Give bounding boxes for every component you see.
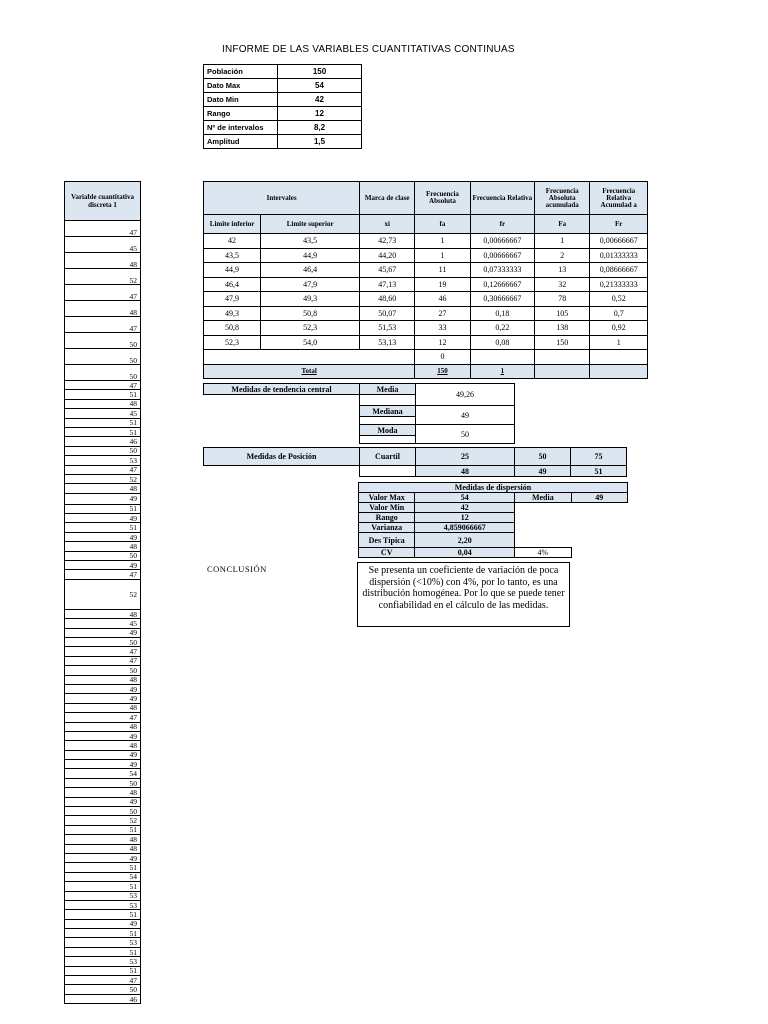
variable-value: 49: [65, 493, 141, 504]
variable-value: 48: [65, 722, 141, 731]
summary-row: [204, 107, 362, 121]
summary-row: [204, 121, 362, 135]
summary-label: Dato Max: [204, 79, 278, 93]
frequency-cell: 43,5: [204, 248, 261, 263]
variable-value: 47: [65, 647, 141, 656]
frequency-cell: 42: [204, 234, 261, 249]
summary-table: [203, 64, 362, 149]
summary-label: Nº de intervalos: [204, 121, 278, 135]
summary-label: Amplitud: [204, 135, 278, 149]
frequency-cell: 45,67: [360, 263, 415, 278]
dispersion-row: [359, 548, 628, 558]
quartile-75-value: 51: [571, 466, 627, 477]
frequency-cell: 0,00666667: [470, 234, 534, 249]
variable-value: 50: [65, 551, 141, 560]
variable-value: 51: [65, 929, 141, 938]
extra-value: 0: [415, 350, 470, 365]
variable-value: 47: [65, 570, 141, 579]
Fr-symbol: Fr: [590, 215, 648, 234]
variable-value: 50: [65, 446, 141, 455]
variable-value: 51: [65, 523, 141, 532]
frequency-row: [204, 292, 648, 307]
frequency-cell: 46: [415, 292, 470, 307]
variable-value: 54: [65, 872, 141, 881]
frequency-cell: 0,00666667: [470, 248, 534, 263]
page-title: INFORME DE LAS VARIABLES CUANTITATIVAS CONTINUAS: [222, 44, 515, 55]
summary-value: 54: [278, 79, 362, 93]
frequency-cell: 0,21333333: [590, 277, 648, 292]
dispersion-label: Des Típica: [359, 533, 415, 548]
dispersion-label: Rango: [359, 513, 415, 523]
variable-value: 49: [65, 731, 141, 740]
variable-value: 51: [65, 427, 141, 436]
variable-value: 53: [65, 456, 141, 465]
total-label: Total: [204, 364, 415, 379]
frequency-cell: 1: [415, 248, 470, 263]
frequency-cell: 50,8: [261, 306, 360, 321]
dispersion-media-value: 49: [571, 493, 627, 503]
variable-value: 49: [65, 514, 141, 523]
frequency-row: [204, 248, 648, 263]
variable-value: 52: [65, 579, 141, 609]
quartile-25: 25: [416, 448, 515, 466]
variable-value: 52: [65, 474, 141, 483]
fr-header: Frecuencia Relativa: [470, 182, 534, 215]
frequency-row: [204, 306, 648, 321]
Fa-symbol: Fa: [535, 215, 590, 234]
central-tendency-label: Medidas de tendencia central: [204, 384, 360, 395]
variable-value: 49: [65, 561, 141, 570]
total-fr: 1: [470, 364, 534, 379]
frequency-cell: 0,01333333: [590, 248, 648, 263]
frequency-cell: 0,7: [590, 306, 648, 321]
variable-value: 53: [65, 891, 141, 900]
dispersion-label: Valor Max: [359, 493, 415, 503]
variable-value: 47: [65, 285, 141, 301]
mark-header: Marca de clase: [360, 182, 415, 215]
frequency-cell: 50,07: [360, 306, 415, 321]
dispersion-value: 4,859066667: [415, 523, 515, 533]
variable-value: 48: [65, 844, 141, 853]
variable-value: 50: [65, 349, 141, 365]
frequency-cell: 54,0: [261, 335, 360, 350]
mediana-label: Mediana: [360, 406, 416, 417]
Fr-header: Frecuencia Relativa Acumulad a: [590, 182, 648, 215]
summary-row: [204, 93, 362, 107]
frequency-cell: 138: [535, 321, 590, 336]
frequency-cell: 19: [415, 277, 470, 292]
variable-value: 53: [65, 900, 141, 909]
variable-value: 49: [65, 532, 141, 541]
frequency-cell: 47,13: [360, 277, 415, 292]
variable-value: 50: [65, 365, 141, 381]
summary-row: [204, 135, 362, 149]
variable-value: 53: [65, 938, 141, 947]
variable-value: 48: [65, 542, 141, 551]
frequency-cell: 52,3: [204, 335, 261, 350]
variable-value: 47: [65, 713, 141, 722]
variable-value: 52: [65, 816, 141, 825]
variable-value: 54: [65, 769, 141, 778]
Fa-header: Frecuencia Absoluta acumulada: [535, 182, 590, 215]
frequency-cell: 49,3: [261, 292, 360, 307]
dispersion-row: [359, 503, 628, 513]
frequency-cell: 13: [535, 263, 590, 278]
dispersion-title: Medidas de dispersión: [359, 483, 628, 493]
frequency-row: [204, 321, 648, 336]
variable-value: 50: [65, 637, 141, 646]
frequency-cell: 0,92: [590, 321, 648, 336]
variable-value: 49: [65, 684, 141, 693]
frequency-cell: 46,4: [261, 263, 360, 278]
variable-value: 49: [65, 919, 141, 928]
position-label: Medidas de Posición: [204, 448, 360, 466]
frequency-cell: 52,3: [261, 321, 360, 336]
variable-value: 51: [65, 390, 141, 399]
frequency-cell: 51,53: [360, 321, 415, 336]
variable-value: 50: [65, 333, 141, 349]
frequency-cell: 48,60: [360, 292, 415, 307]
frequency-cell: 1: [415, 234, 470, 249]
summary-value: 42: [278, 93, 362, 107]
variable-value: 48: [65, 741, 141, 750]
dispersion-value: 54: [415, 493, 515, 503]
variable-value: 46: [65, 994, 141, 1003]
variable-value: 49: [65, 853, 141, 862]
frequency-cell: 46,4: [204, 277, 261, 292]
frequency-cell: 0,00666667: [590, 234, 648, 249]
dispersion-row: [359, 493, 628, 503]
variable-value: 51: [65, 863, 141, 872]
quartile-75: 75: [571, 448, 627, 466]
variable-value: 50: [65, 985, 141, 994]
fa-header: Frecuencia Absoluta: [415, 182, 470, 215]
variable-value: 49: [65, 750, 141, 759]
summary-value: 150: [278, 65, 362, 79]
variable-value: 45: [65, 619, 141, 628]
frequency-cell: 44,9: [261, 248, 360, 263]
dispersion-value: 42: [415, 503, 515, 513]
variable-value: 51: [65, 966, 141, 975]
frequency-cell: 2: [535, 248, 590, 263]
variable-value: 47: [65, 656, 141, 665]
intervals-header: Intervales: [204, 182, 360, 215]
variable-value: 45: [65, 237, 141, 253]
dispersion-label: Varianza: [359, 523, 415, 533]
cv-percent: 4%: [515, 548, 571, 558]
dispersion-media-label: Media: [515, 493, 571, 503]
moda-label: Moda: [360, 425, 416, 436]
variable-value: 45: [65, 409, 141, 418]
variable-value: 48: [65, 703, 141, 712]
quartile-25-value: 48: [416, 466, 515, 477]
variable-value: 48: [65, 301, 141, 317]
frequency-cell: 0,52: [590, 292, 648, 307]
frequency-cell: 12: [415, 335, 470, 350]
variable-value: 48: [65, 399, 141, 408]
variable-value: 47: [65, 317, 141, 333]
mark-symbol: xi: [360, 215, 415, 234]
frequency-cell: 49,3: [204, 306, 261, 321]
central-tendency-table: [203, 383, 515, 444]
variable-value: 52: [65, 269, 141, 285]
dispersion-label: CV: [359, 548, 415, 558]
variable-value: 51: [65, 882, 141, 891]
summary-value: 8,2: [278, 121, 362, 135]
frequency-row: [204, 263, 648, 278]
moda-value: 50: [416, 425, 515, 444]
frequency-cell: 43,5: [261, 234, 360, 249]
fa-symbol: fa: [415, 215, 470, 234]
quartile-50-value: 49: [515, 466, 571, 477]
variable-value: 48: [65, 835, 141, 844]
conclusion-label: CONCLUSIÓN: [207, 564, 267, 574]
variable-value: 48: [65, 484, 141, 493]
conclusion-text: Se presenta un coeficiente de variación de poca dispersión (<10%) con 4%, por lo tanto, es una distribución homogénea. Por lo que se puede tener confiabilidad en el cálculo de las medidas.: [357, 562, 570, 627]
frequency-cell: 50,8: [204, 321, 261, 336]
frequency-cell: 0,22: [470, 321, 534, 336]
frequency-cell: 42,73: [360, 234, 415, 249]
frequency-cell: 11: [415, 263, 470, 278]
frequency-cell: 27: [415, 306, 470, 321]
position-table: [203, 447, 627, 477]
frequency-row: [204, 277, 648, 292]
summary-row: [204, 65, 362, 79]
variable-value: 50: [65, 666, 141, 675]
frequency-cell: 0,07333333: [470, 263, 534, 278]
variable-column-table: [64, 181, 141, 1004]
dispersion-value: 2,20: [415, 533, 515, 548]
variable-value: 49: [65, 797, 141, 806]
frequency-cell: 0,12666667: [470, 277, 534, 292]
frequency-cell: 1: [590, 335, 648, 350]
variable-value: 48: [65, 609, 141, 618]
dispersion-value: 12: [415, 513, 515, 523]
dispersion-value: 0,04: [415, 548, 515, 558]
variable-value: 46: [65, 437, 141, 446]
variable-value: 47: [65, 976, 141, 985]
cuartil-label: Cuartil: [360, 448, 416, 466]
variable-value: 51: [65, 825, 141, 834]
summary-label: Dato Min: [204, 93, 278, 107]
variable-column-header: Variable cuantitativa discreta 1: [65, 182, 141, 221]
frequency-cell: 0,18: [470, 306, 534, 321]
summary-row: [204, 79, 362, 93]
variable-value: 51: [65, 418, 141, 427]
variable-value: 47: [65, 221, 141, 237]
dispersion-row: [359, 533, 628, 548]
frequency-cell: 1: [535, 234, 590, 249]
variable-value: 50: [65, 778, 141, 787]
variable-value: 51: [65, 910, 141, 919]
frequency-cell: 44,20: [360, 248, 415, 263]
variable-value: 49: [65, 694, 141, 703]
total-fa: 150: [415, 364, 470, 379]
frequency-cell: 105: [535, 306, 590, 321]
frequency-cell: 53,13: [360, 335, 415, 350]
variable-value: 48: [65, 788, 141, 797]
variable-value: 50: [65, 807, 141, 816]
variable-value: 47: [65, 465, 141, 474]
frequency-row: [204, 335, 648, 350]
summary-value: 12: [278, 107, 362, 121]
frequency-cell: 47,9: [204, 292, 261, 307]
variable-value: 51: [65, 947, 141, 956]
frequency-cell: 47,9: [261, 277, 360, 292]
frequency-row: [204, 234, 648, 249]
frequency-cell: 0,08: [470, 335, 534, 350]
summary-value: 1,5: [278, 135, 362, 149]
variable-value: 49: [65, 760, 141, 769]
media-label: Media: [360, 384, 416, 395]
fr-symbol: fr: [470, 215, 534, 234]
variable-value: 49: [65, 628, 141, 637]
upper-header: Limite superior: [261, 215, 360, 234]
summary-label: Rango: [204, 107, 278, 121]
frequency-cell: 0,30666667: [470, 292, 534, 307]
frequency-table: [203, 181, 648, 379]
media-value: 49,26: [416, 384, 515, 406]
frequency-cell: 32: [535, 277, 590, 292]
frequency-cell: 150: [535, 335, 590, 350]
variable-value: 51: [65, 504, 141, 513]
dispersion-label: Valor Min: [359, 503, 415, 513]
frequency-cell: 44,9: [204, 263, 261, 278]
dispersion-table: [358, 482, 628, 558]
lower-header: Limite inferior: [204, 215, 261, 234]
frequency-cell: 0,08666667: [590, 263, 648, 278]
dispersion-row: [359, 523, 628, 533]
variable-value: 48: [65, 675, 141, 684]
summary-label: Población: [204, 65, 278, 79]
frequency-cell: 78: [535, 292, 590, 307]
quartile-50: 50: [515, 448, 571, 466]
variable-value: 48: [65, 253, 141, 269]
frequency-cell: 33: [415, 321, 470, 336]
variable-value: 53: [65, 957, 141, 966]
variable-value: 47: [65, 381, 141, 390]
dispersion-row: [359, 513, 628, 523]
mediana-value: 49: [416, 406, 515, 425]
